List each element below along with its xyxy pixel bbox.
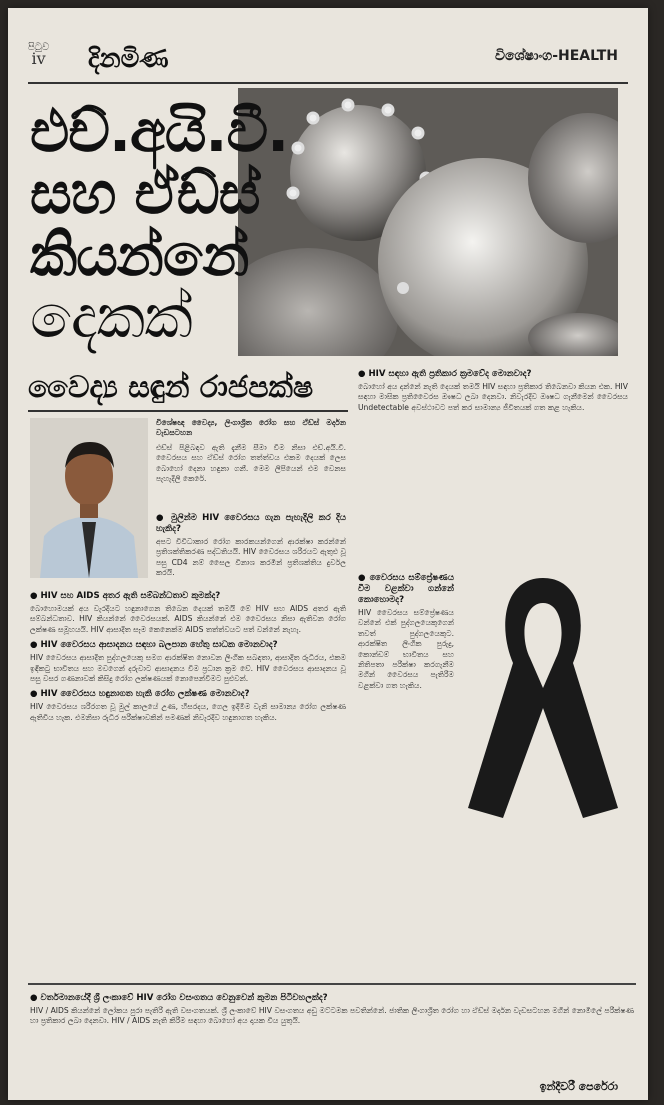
bottom-box-divider xyxy=(28,983,636,985)
writer-signature: ඉන්දීවරී පෙරේරා xyxy=(539,1080,618,1093)
aids-ribbon-image xyxy=(458,568,628,828)
paper-logo: දිනමිණ xyxy=(88,44,169,74)
left-column: ● HIV සහ AIDS අතර ඇති සම්බන්ධතාව කුමක්ද? බොහොමයක් අය වැරදියට හඳුනාගෙන තිබෙන දෙයක් තමයි මේ HIV සහ AIDS අතර ඇති සම්බන්ධතාව. HIV කියන්නේ වෛරසයක්. AIDS කියන්නේ එම වෛරසය නිසා ඇතිවන රෝග ලක්ෂණ සමූහයයි. HIV ආසාදිත සෑම කෙනෙක්ම AIDS තත්ත්වයට පත් වන්නේ නැහැ. ● HIV වෛරසය ආසාදනය සඳහා බලපාන හේතු සාධක මොනවාද? HIV වෛරසය ආසාදිත පුද්ගලයෙකු සමග ආරක්ෂිත නොවන ලිංගික සබඳතා, ආසාදිත රුධිරය, එකම ඉඳිකටු භාවිතය සහ මවගෙන් දරුවාට ආසාදනය වීම ප්‍රධාන ක්‍රම වේ. HIV වෛරසය ආසාදනය වූ පසු වසර ගණනාවක් කිසිදු රෝග ලක්ෂණයක් නොපෙන්වීමට පුළුවන්. ● HIV වෛරසය හඳුනාගත හැකි රෝග ලක්ෂණ මොනවාද? HIV වෛරසය ශරීරගත වූ මුල් කාලයේ උණ, හිසරදය, ගෙල ඉදිමීම වැනි සාමාන්‍ය රෝග ලක්ෂණ ඇතිවිය හැක. එමනිසා රුධිර පරීක්ෂාවකින් පමණක් නිවැරදිව හඳුනාගත හැකිය. xyxy=(30,591,346,722)
author-photo xyxy=(30,418,148,578)
red-ribbon-icon xyxy=(458,568,628,828)
right-column-top: ● HIV සඳහා ඇති ප්‍රතිකාර ක්‍රමවේද මොනවාද? බොහෝ අය දන්නේ නැති දෙයක් තමයි HIV සඳහා ප්‍රතිකාර තිබෙනවා කියන එක. HIV සඳහා මාසික ප්‍රතිවෛරස ඖෂධ ලබා දෙනවා. නිවැරදිව ඖෂධ ගැනීමෙන් වෛරසය Undetectable අවස්ථාවට පත් කර සාමාන්‍ය ජීවිතයක් ගත කළ හැකිය. xyxy=(358,369,628,412)
page-number: පිටුව iv xyxy=(28,42,50,68)
section-1: ● මුලින්ම HIV වෛරසය ගැන පැහැදිලි කර දිය හැකිද? අපට විවිධාකාර රෝග කාරකයන්ගෙන් ආරක්ෂා කරන්නේ ප්‍රතිශක්තිකරණ පද්ධතියයි. HIV වෛරසය ශරීරයට ඇතුළු වූ පසු CD4 නම් සෛල විනාශ කරමින් ප්‍රතිශක්තිය දුර්වල කරයි. xyxy=(156,513,346,578)
headline: එච්.අයි.වී. සහ ඒඩ්ස් කියන්නේ දෙකක් xyxy=(30,97,289,352)
section-label: විශේෂාංග-HEALTH xyxy=(494,48,618,64)
intro-column: විශේෂඥ වෛද්‍ය, ලිංගාශ්‍රිත රෝග සහ ඒඩ්ස් මර්දන වැඩසටහන එඩ්ස් පිළිබඳව ඇති දැනීම සීමා වීම නිසා එච්.අයි.වී. වෛරසය සහ ඒඩ්ස් රෝග තත්ත්වය එකම දෙයක් ලෙස බොහෝ දෙනා හඳුනා ගනී. මෙම ලිපියෙන් එම වෙනස පැහැදිලි කෙරේ. xyxy=(156,418,346,484)
virus-cells-image xyxy=(238,88,618,356)
author-portrait xyxy=(30,418,148,578)
byline: වෛද්‍ය සඳුන් රාජපක්ෂ xyxy=(28,370,314,405)
byline-divider xyxy=(28,410,348,412)
right-column-mid: ● වෛරසය සම්ප්‍රේෂණය වීම වළක්වා ගන්නේ කොහොමද? HIV වෛරසය සම්ප්‍රේෂණය වන්නේ එක් පුද්ගලයෙකුගෙන් තවත් පුද්ගලයෙකුට. ආරක්ෂිත ලිංගික පුරුදු, කොන්ඩම් භාවිතය සහ නිතිපතා පරීක්ෂා කරගැනීම මගින් වෛරසය පැතිරීම වළක්වා ගත හැකිය. xyxy=(358,573,454,690)
bottom-section: ● වර්තමානයේදී ශ්‍රී ලංකාවේ HIV රෝග වසංගතය වෙනුවෙන් කුමන පිටිවහලක්ද? HIV / AIDS කියන්නේ ලෝකය පුරා පැතිරී ඇති වසංගතයක්. ශ්‍රී ලංකාවේ HIV වසංගතය අඩු මට්ටමක පවතින්නේ. ජාතික ලිංගාශ්‍රිත රෝග හා ඒඩ්ස් මර්දන වැඩසටහන මගින් නොමිලේ පරීක්ෂණ හා ප්‍රතිකාර ලබා දෙනවා. HIV / AIDS නැති කිරීම සඳහා බොහෝ අය දායක විය යුතුයි. xyxy=(30,993,634,1026)
newspaper-page xyxy=(8,8,648,1100)
header-divider xyxy=(28,82,628,84)
virus-illustration xyxy=(238,88,618,356)
